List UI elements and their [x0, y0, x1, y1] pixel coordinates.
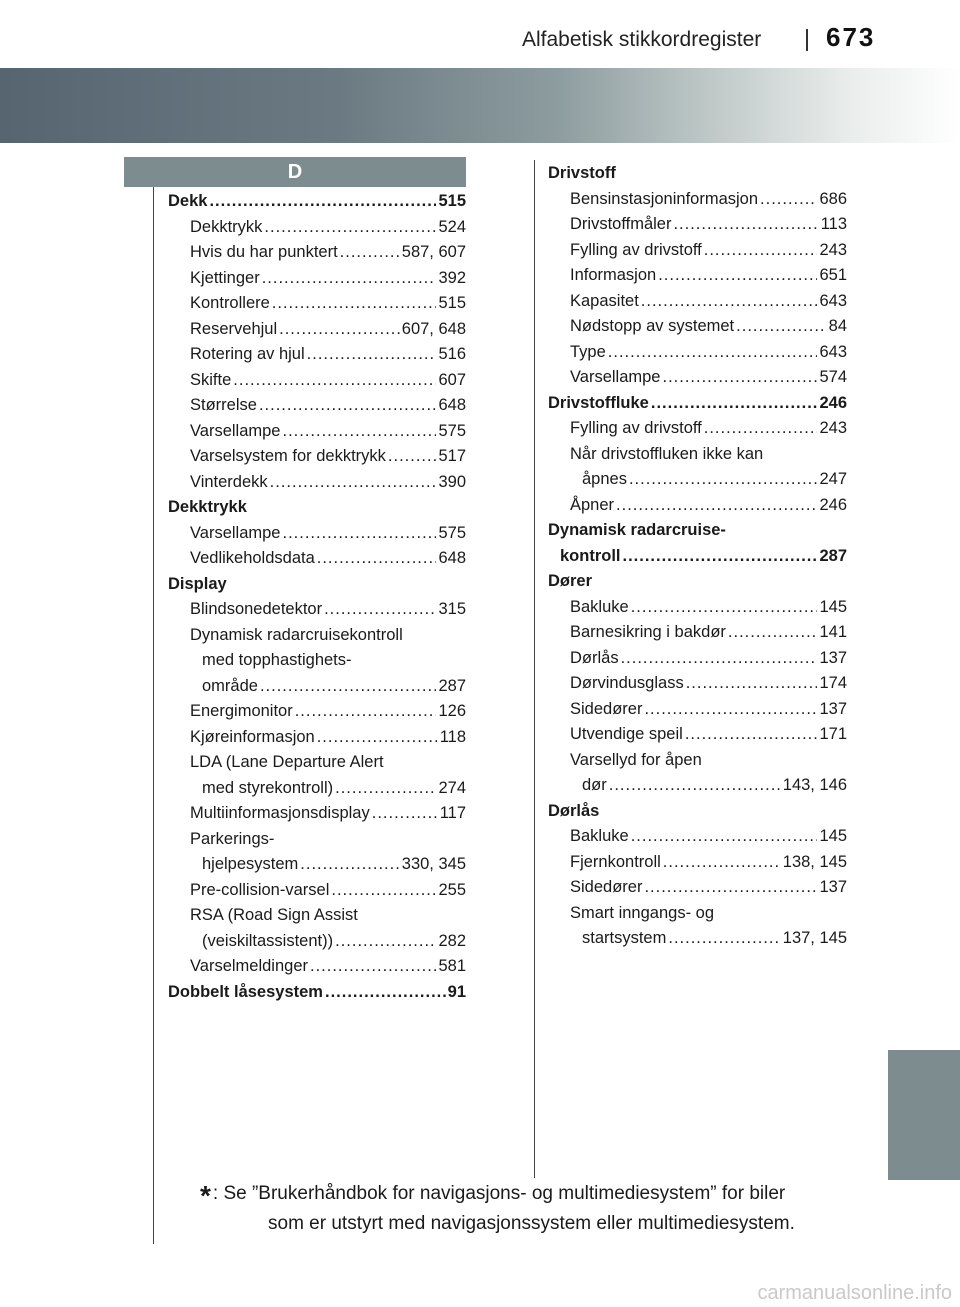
leader-dots: [641, 289, 818, 315]
index-entry: [168, 368, 466, 394]
index-entry: [168, 852, 466, 878]
index-entry: [168, 546, 466, 572]
index-entry-label: Bakluke: [570, 827, 629, 845]
index-entry-label: Reservehjul: [190, 319, 278, 338]
section-letter: D: [287, 161, 303, 183]
index-entry: [548, 773, 847, 799]
index-entry-page: 137: [819, 878, 847, 896]
index-entry: [168, 623, 466, 649]
index-entry: [548, 620, 847, 646]
index-entry-label: Varsellampe: [570, 368, 661, 386]
index-entry: [168, 444, 466, 470]
index-entry: [168, 470, 466, 496]
index-entry: [168, 291, 466, 317]
leader-dots: [616, 493, 817, 519]
index-entry-label: Bensinstasjoninformasjon: [570, 189, 759, 208]
index-entry: [168, 189, 466, 215]
index-entry-label: Type: [570, 342, 606, 361]
leader-dots: [317, 546, 437, 572]
leader-dots: [282, 521, 436, 547]
index-entry: [548, 850, 847, 876]
index-entry-page: 607, 648: [401, 319, 466, 338]
index-entry-page: 243: [819, 419, 847, 437]
index-entry: [168, 572, 466, 598]
index-entry: [168, 776, 466, 802]
index-entry-page: 575: [438, 523, 466, 542]
index-entry: [168, 980, 466, 1006]
index-entry-page: 287: [819, 546, 847, 565]
index-entry-label: Pre-collision-varsel: [190, 880, 330, 899]
leader-dots: [270, 470, 437, 496]
index-entry-page: 174: [819, 674, 847, 692]
index-entry: [548, 926, 847, 952]
index-entry: [548, 518, 847, 544]
index-entry-page: 141: [819, 623, 847, 641]
index-entry: [548, 722, 847, 748]
index-entry-label: Vedlikeholdsdata: [190, 549, 315, 567]
index-entry-page: 575: [438, 421, 466, 440]
index-entry-label: Parkerings-: [190, 829, 275, 848]
leader-dots: [631, 824, 818, 850]
index-entry-label: kontroll: [560, 546, 621, 565]
index-entry: [548, 289, 847, 315]
leader-dots: [621, 646, 818, 672]
left-column-rule: [153, 187, 154, 1244]
index-entry-label: Dekktrykk: [168, 498, 247, 516]
index-entry: [168, 801, 466, 827]
index-entry: [168, 827, 466, 853]
index-entry: [548, 161, 847, 187]
leader-dots: [340, 240, 400, 266]
footnote-line-1: : Se ”Brukerhåndbok for navigasjons- og multimediesystem” for biler: [212, 1183, 786, 1204]
index-entry-page: 287: [438, 676, 466, 695]
index-entry-page: 643: [819, 291, 847, 310]
index-entry-label: Energimonitor: [190, 702, 293, 720]
index-entry-label: Blindsonedetektor: [190, 600, 323, 618]
leader-dots: [260, 674, 437, 700]
index-entry-page: 392: [438, 268, 466, 287]
index-entry: [168, 903, 466, 929]
index-entry: [168, 750, 466, 776]
index-entry: [168, 674, 466, 700]
leader-dots: [279, 317, 400, 343]
leader-dots: [760, 187, 817, 213]
index-entry-label: Barnesikring i bakdør: [570, 623, 726, 641]
index-entry-label: Dekk: [168, 192, 208, 210]
section-header: [124, 157, 466, 187]
index-entry: [168, 240, 466, 266]
index-entry: [548, 671, 847, 697]
index-entry: [168, 929, 466, 955]
thumb-index-tab: [888, 1050, 960, 1180]
index-entry-label: Kapasitet: [570, 291, 639, 310]
index-entry-label: Varsellyd for åpen: [570, 750, 702, 769]
index-entry: [548, 442, 847, 468]
leader-dots: [658, 263, 817, 289]
index-entry-label: Dobbelt låsesystem: [168, 982, 323, 1001]
index-entry-label: Bakluke: [570, 597, 629, 616]
index-entry: [548, 314, 847, 340]
index-entry-label: hjelpesystem: [202, 855, 299, 873]
watermark: carmanualsonline.info: [757, 1282, 952, 1304]
index-entry-page: 255: [438, 880, 466, 899]
leader-dots: [644, 875, 817, 901]
index-entry-label: Display: [168, 574, 227, 593]
index-entry-label: Sidedører: [570, 878, 643, 896]
index-entry: [548, 365, 847, 391]
column-divider: [534, 160, 535, 1178]
leader-dots: [259, 393, 437, 419]
index-entry: [548, 697, 847, 723]
index-entry-page: 315: [438, 600, 466, 618]
index-entry-page: 246: [819, 495, 847, 514]
index-entry: [168, 597, 466, 623]
leader-dots: [272, 291, 437, 317]
index-entry: [548, 263, 847, 289]
index-entry: [168, 878, 466, 904]
leader-dots: [295, 699, 437, 725]
index-entry-label: Rotering av hjul: [190, 345, 305, 363]
leader-dots: [307, 342, 437, 368]
index-entry: [168, 725, 466, 751]
index-entry-page: 247: [819, 470, 847, 488]
index-entry-page: 515: [438, 294, 466, 312]
index-entry-label: med topphastighets-: [202, 651, 352, 669]
index-entry-label: Dører: [548, 572, 593, 590]
index-entry-page: 686: [819, 189, 847, 208]
leader-dots: [324, 597, 436, 623]
index-entry-label: Drivstoffluke: [548, 393, 649, 412]
index-entry-label: område: [202, 676, 258, 695]
leader-dots: [668, 926, 780, 952]
index-entry-page: 587, 607: [401, 243, 466, 261]
index-entry-page: 274: [438, 778, 466, 797]
index-entry: [548, 493, 847, 519]
index-entry-page: 118: [439, 727, 466, 746]
leader-dots: [608, 340, 818, 366]
leader-dots: [623, 544, 818, 570]
index-entry: [548, 544, 847, 570]
leader-dots: [631, 595, 818, 621]
index-entry: [168, 215, 466, 241]
index-entry-label: Varsellampe: [190, 421, 281, 440]
index-entry-page: 515: [438, 192, 466, 210]
index-entry: [548, 824, 847, 850]
leader-dots: [629, 467, 818, 493]
index-entry-label: Hvis du har punktert: [190, 243, 338, 261]
leader-dots: [704, 238, 818, 264]
index-entry-page: 143, 146: [782, 776, 847, 794]
leader-dots: [335, 929, 436, 955]
leader-dots: [335, 776, 436, 802]
index-entry-label: Multiinformasjonsdisplay: [190, 804, 370, 822]
index-entry: [168, 699, 466, 725]
index-entry-label: åpnes: [582, 470, 627, 488]
leader-dots: [685, 722, 818, 748]
index-entry: [548, 875, 847, 901]
index-entry-page: 243: [819, 240, 847, 259]
index-entry-label: Størrelse: [190, 396, 257, 414]
index-entry-label: Kjøreinformasjon: [190, 727, 315, 746]
leader-dots: [644, 697, 817, 723]
leader-dots: [662, 365, 817, 391]
index-entry: [548, 187, 847, 213]
index-entry: [168, 342, 466, 368]
index-entry-page: 117: [439, 804, 466, 822]
index-entry-label: Fjernkontroll: [570, 852, 661, 871]
index-entry: [548, 748, 847, 774]
index-entry-label: Utvendige speil: [570, 725, 683, 743]
leader-dots: [282, 419, 436, 445]
index-entry-page: 607: [438, 370, 466, 389]
index-entry: [168, 419, 466, 445]
header-divider: [806, 29, 808, 51]
page-number: 673: [826, 22, 876, 52]
leader-dots: [609, 773, 781, 799]
index-entry-label: Varselmeldinger: [190, 957, 308, 975]
footnote-line-2: som er utstyrt med navigasjonssystem eller multimediesystem.: [268, 1213, 795, 1234]
index-entry-page: 91: [447, 982, 466, 1001]
index-entry: [548, 595, 847, 621]
leader-dots: [233, 368, 436, 394]
leader-dots: [300, 852, 399, 878]
leader-dots: [310, 954, 436, 980]
index-entry: [168, 393, 466, 419]
index-entry-page: 581: [438, 957, 466, 975]
index-entry-page: 330, 345: [401, 855, 466, 873]
leader-dots: [651, 391, 818, 417]
index-entry-page: 574: [819, 368, 847, 386]
footnote-marker: *: [200, 1180, 211, 1211]
index-entry-label: Drivstoff: [548, 164, 616, 182]
index-entry-label: Kjettinger: [190, 268, 260, 287]
index-entry-page: 145: [819, 597, 847, 616]
index-entry-label: Kontrollere: [190, 294, 270, 312]
leader-dots: [388, 444, 437, 470]
index-entry: [168, 495, 466, 521]
index-entry-label: Fylling av drivstoff: [570, 419, 702, 437]
index-entry-label: Fylling av drivstoff: [570, 240, 702, 259]
index-column-left: [168, 189, 466, 1005]
index-entry-page: 137: [819, 699, 847, 718]
index-entry-label: med styrekontroll): [202, 778, 334, 797]
leader-dots: [331, 878, 436, 904]
leader-dots: [728, 620, 818, 646]
index-entry-page: 171: [819, 725, 847, 743]
index-entry-label: Vinterdekk: [190, 472, 268, 491]
index-entry-page: 651: [819, 266, 847, 284]
leader-dots: [736, 314, 826, 340]
index-entry-label: Sidedører: [570, 699, 643, 718]
leader-dots: [673, 212, 818, 238]
index-entry: [168, 317, 466, 343]
index-entry-page: 524: [438, 217, 466, 236]
index-entry-label: Dynamisk radarcruise-: [548, 521, 726, 539]
index-entry-page: 648: [438, 549, 466, 567]
index-entry-label: (veiskiltassistent)): [202, 931, 334, 950]
index-entry: [548, 238, 847, 264]
header-band: [0, 68, 960, 143]
index-entry-page: 246: [819, 393, 847, 412]
leader-dots: [663, 850, 781, 876]
index-entry: [548, 416, 847, 442]
index-entry-page: 137: [819, 648, 847, 667]
leader-dots: [704, 416, 818, 442]
index-entry: [168, 266, 466, 292]
index-entry: [168, 521, 466, 547]
index-entry-label: RSA (Road Sign Assist: [190, 906, 358, 924]
leader-dots: [686, 671, 818, 697]
index-entry-label: LDA (Lane Departure Alert: [190, 753, 384, 771]
index-entry-page: 126: [438, 702, 466, 720]
index-entry: [548, 901, 847, 927]
index-entry-label: Varselsystem for dekktrykk: [190, 447, 386, 465]
index-entry-page: 84: [828, 317, 847, 335]
index-entry-label: Når drivstoffluken ikke kan: [570, 444, 764, 463]
leader-dots: [372, 801, 438, 827]
index-column-right: [548, 161, 847, 952]
footnote: [200, 1180, 860, 1238]
index-entry-page: 643: [819, 342, 847, 361]
index-entry-page: 517: [438, 447, 466, 465]
index-entry-label: dør: [582, 776, 607, 794]
index-entry: [548, 212, 847, 238]
index-entry-label: Smart inngangs- og: [570, 903, 714, 922]
index-entry-page: 390: [438, 472, 466, 491]
leader-dots: [264, 215, 436, 241]
index-entry: [168, 648, 466, 674]
index-entry: [548, 569, 847, 595]
index-entry: [548, 340, 847, 366]
index-entry-label: Nødstopp av systemet: [570, 317, 735, 335]
index-entry-page: 282: [438, 931, 466, 950]
leader-dots: [209, 189, 436, 215]
page-header-title: Alfabetisk stikkordregister: [522, 28, 762, 51]
index-entry: [548, 799, 847, 825]
leader-dots: [262, 266, 437, 292]
index-entry-label: Åpner: [570, 495, 615, 514]
index-entry: [548, 391, 847, 417]
index-entry-page: 113: [820, 215, 847, 233]
index-entry-label: Drivstoffmåler: [570, 215, 672, 233]
index-entry-label: Skifte: [190, 370, 232, 389]
index-entry-label: Dørvindusglass: [570, 674, 684, 692]
leader-dots: [317, 725, 438, 751]
leader-dots: [325, 980, 446, 1006]
index-entry-page: 648: [438, 396, 466, 414]
index-entry-label: Dørlås: [548, 801, 600, 820]
index-entry: [548, 646, 847, 672]
index-entry-label: Dynamisk radarcruisekontroll: [190, 625, 403, 644]
index-entry-page: 516: [438, 345, 466, 363]
index-entry: [548, 467, 847, 493]
index-entry-label: Dørlås: [570, 648, 619, 667]
index-entry-label: startsystem: [582, 929, 667, 947]
index-entry-label: Informasjon: [570, 266, 657, 284]
index-entry-page: 138, 145: [782, 852, 847, 871]
index-entry-label: Varsellampe: [190, 523, 281, 542]
index-entry-page: 145: [819, 827, 847, 845]
index-entry-label: Dekktrykk: [190, 217, 263, 236]
index-entry: [168, 954, 466, 980]
index-entry-page: 137, 145: [782, 929, 847, 947]
